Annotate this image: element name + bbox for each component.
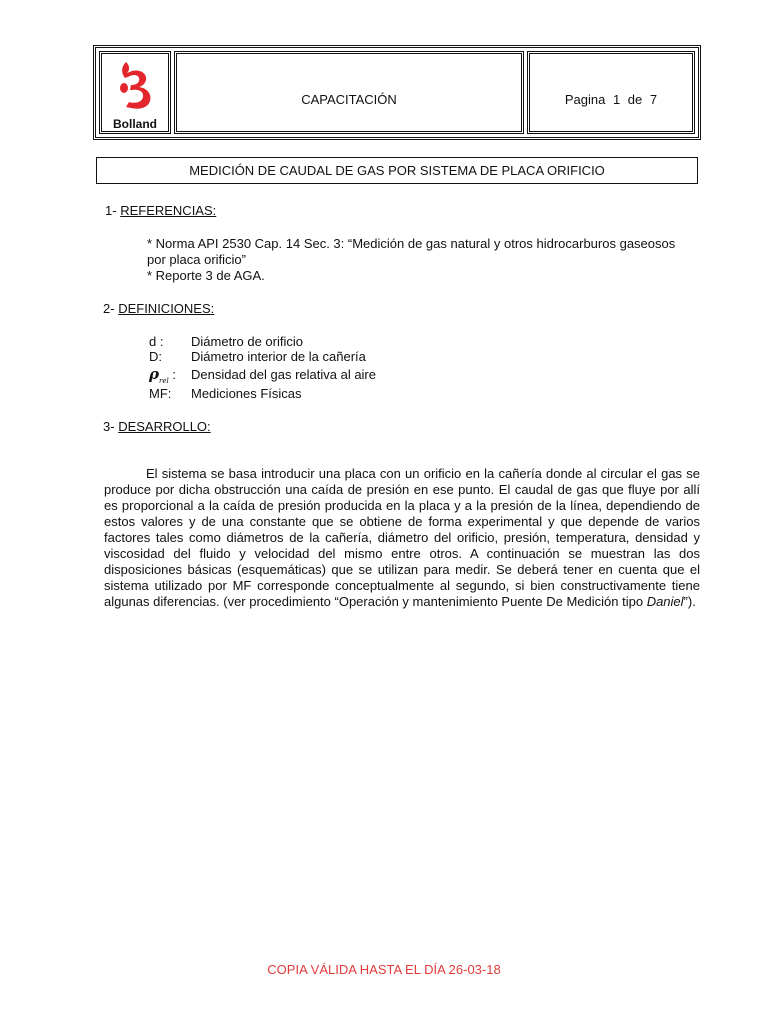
rho-symbol: $\rho_{rel}$: [149, 365, 169, 385]
definition-desc: Diámetro interior de la cañería: [191, 349, 366, 364]
definition-term: D:: [149, 349, 162, 364]
page-number: Pagina 1 de 7: [564, 92, 658, 107]
section-references-heading: [105, 203, 216, 219]
section-development-heading: [103, 419, 211, 435]
logo-text: Bolland: [113, 117, 157, 131]
reference-item: * Reporte 3 de AGA.: [147, 268, 265, 283]
section-definitions-heading: [103, 301, 214, 317]
definition-term: MF:: [149, 386, 172, 401]
page-cell: [527, 51, 695, 134]
section-number: 1-: [105, 203, 117, 218]
definition-desc: Diámetro de orificio: [191, 334, 303, 349]
document-title: CAPACITACIÓN: [301, 92, 397, 107]
title-cell: [174, 51, 524, 134]
section-number: 3-: [103, 419, 115, 434]
reference-item: * Norma API 2530 Cap. 14 Sec. 3: “Medición de gas natural y otros hidrocarburos gaseosos por placa orificio”: [147, 236, 676, 267]
italic-name: Daniel: [646, 594, 684, 609]
definition-term-rho: $\rho_{rel}$ :: [149, 365, 176, 385]
header-table: [93, 45, 701, 140]
definition-term: d :: [149, 334, 164, 349]
definition-desc: Densidad del gas relativa al aire: [191, 367, 376, 382]
section-title: REFERENCIAS:: [120, 203, 217, 218]
bolland-logo-icon: [116, 60, 160, 110]
definition-row: [149, 349, 366, 365]
logo-cell: [99, 51, 171, 134]
section-title: DEFINICIONES:: [118, 301, 215, 316]
references-list: [147, 236, 687, 284]
document-subtitle: MEDICIÓN DE CAUDAL DE GAS POR SISTEMA DE PLACA ORIFICIO: [96, 157, 698, 184]
development-paragraph: El sistema se basa introducir una placa con un orificio en la cañería donde al circular el gas se produce por dicha obstrucción una caída de presión en ese punto. El caudal de gas que fluye por allí es proporcional a la caída de presión producida en la placa y a la presión de la línea, dependiendo de estos valores y de una constante que se obtiene de forma experimental y que depende de varios factores tales como diámetros de la cañería, diámetro del orificio, presión, temperatura, densidad y viscosidad del fluido y velocidad del mismo entre otros. A continuación se muestran las dos disposiciones básicas (esquemáticas) que se utilizan para medir. Se deberá tener en cuenta que el sistema utilizado por MF corresponde conceptualmente al segundo, si bien constructivamente tiene algunas diferencias. (ver procedimiento “Operación y mantenimiento Puente De Medición tipo Daniel”).: [104, 466, 700, 609]
section-title: DESARROLLO:: [118, 419, 211, 434]
section-number: 2-: [103, 301, 115, 316]
validity-footer: COPIA VÁLIDA HASTA EL DÍA 26-03-18: [267, 962, 501, 977]
definition-row: [149, 334, 303, 350]
definition-row: [149, 386, 302, 402]
definition-desc: Mediciones Físicas: [191, 386, 302, 401]
